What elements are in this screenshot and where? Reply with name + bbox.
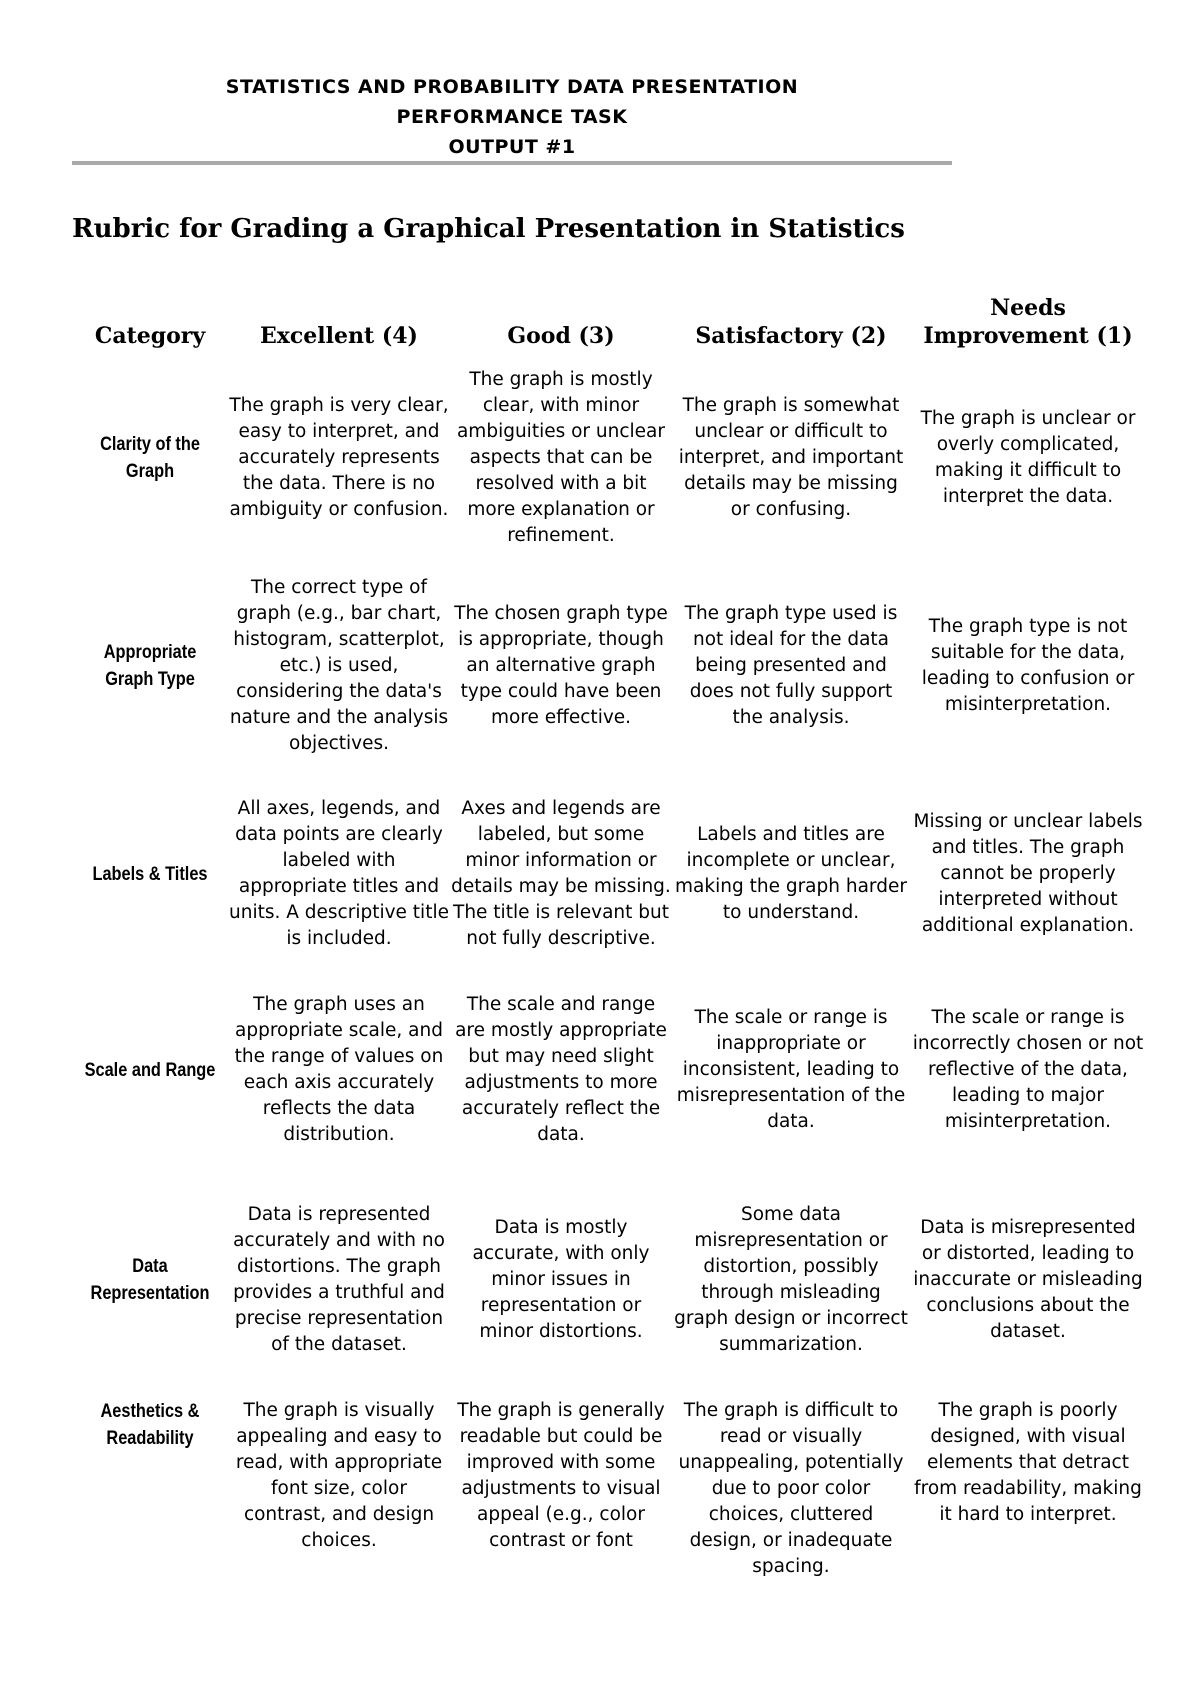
cell-satisfactory: The scale or range is inappropriate or inconsistent, leading to misrepresentation of the data. bbox=[676, 1007, 906, 1132]
column-header-good: Good (3) bbox=[507, 323, 615, 349]
column-header-excellent: Excellent (4) bbox=[260, 323, 418, 349]
cell-good: The graph is mostly clear, with minor ambiguities or unclear aspects that can be resolved with a bit more explanation or refinement. bbox=[456, 369, 666, 546]
cell-excellent: The graph uses an appropriate scale, and the range of values on each axis accurately reflects the data distribution. bbox=[234, 994, 444, 1145]
cell-good: Axes and legends are labeled, but some minor information or details may be missing. The title is relevant but not fully descriptive. bbox=[451, 798, 671, 949]
column-header-satisfactory: Satisfactory (2) bbox=[695, 323, 887, 349]
rubric-table bbox=[72, 272, 1146, 1588]
header-line-3: OUTPUT #1 bbox=[448, 136, 576, 158]
header-line-2: PERFORMANCE TASK bbox=[396, 106, 628, 128]
table-row bbox=[72, 1398, 1146, 1588]
cell-good: Data is mostly accurate, with only minor issues in representation or minor distortions. bbox=[472, 1217, 650, 1342]
cell-needs-improvement: The graph is unclear or overly complicated, making it difficult to interpret the data. bbox=[920, 408, 1136, 507]
table-row bbox=[72, 562, 1146, 770]
cell-excellent: Data is represented accurately and with no distortions. The graph provides a truthful and precise representation of the dataset. bbox=[233, 1204, 445, 1355]
cell-excellent: The correct type of graph (e.g., bar chart, histogram, scatterplot, etc.) is used, considering the data's nature and the analysis objectives. bbox=[229, 577, 449, 754]
cell-good: The chosen graph type is appropriate, though an alternative graph type could have been more effective. bbox=[454, 603, 668, 728]
cell-excellent: All axes, legends, and data points are clearly labeled with appropriate titles and units. A descriptive title is included. bbox=[229, 798, 449, 949]
cell-good: The graph is generally readable but could be improved with some adjustments to visual appeal (e.g., color contrast or font bbox=[457, 1400, 665, 1551]
cell-needs-improvement: The graph is poorly designed, with visual elements that detract from readability, making it hard to interpret. bbox=[914, 1400, 1142, 1525]
cell-satisfactory: The graph is difficult to read or visually unappealing, potentially due to poor color choices, cluttered design, or inadequate spacing. bbox=[678, 1400, 904, 1577]
table-row bbox=[72, 1162, 1146, 1398]
cell-satisfactory: Labels and titles are incomplete or unclear, making the graph harder to understand. bbox=[675, 824, 907, 923]
cell-satisfactory: Some data misrepresentation or distortion, possibly through misleading graph design or incorrect summarization. bbox=[674, 1204, 908, 1355]
cell-needs-improvement: The scale or range is incorrectly chosen or not reflective of the data, leading to major misinterpretation. bbox=[912, 1007, 1144, 1132]
cell-needs-improvement: The graph type is not suitable for the data, leading to confusion or misinterpretation. bbox=[921, 616, 1135, 715]
table-header-row bbox=[72, 272, 1146, 354]
rubric-title: Rubric for Grading a Graphical Presentation in Statistics bbox=[72, 214, 905, 244]
column-header-category: Category bbox=[94, 323, 206, 349]
row-category: Appropriate Graph Type bbox=[103, 642, 197, 690]
table-row bbox=[72, 978, 1146, 1162]
row-category: Labels & Titles bbox=[92, 863, 208, 885]
cell-satisfactory: The graph type used is not ideal for the data being presented and does not fully support the analysis. bbox=[684, 603, 898, 728]
row-category: Clarity of the Graph bbox=[100, 434, 200, 482]
cell-satisfactory: The graph is somewhat unclear or difficult to interpret, and important details may be missing or confusing. bbox=[678, 395, 904, 520]
document-header bbox=[72, 72, 952, 162]
cell-good: The scale and range are mostly appropriate but may need slight adjustments to more accurately reflect the data. bbox=[455, 994, 667, 1145]
cell-excellent: The graph is very clear, easy to interpret, and accurately represents the data. There is no ambiguity or confusion. bbox=[229, 395, 449, 520]
cell-excellent: The graph is visually appealing and easy to read, with appropriate font size, color contrast, and design choices. bbox=[235, 1400, 443, 1551]
cell-needs-improvement: Missing or unclear labels and titles. The graph cannot be properly interpreted without additional explanation. bbox=[913, 811, 1143, 936]
table-row bbox=[72, 354, 1146, 562]
row-category: Scale and Range bbox=[84, 1059, 216, 1081]
header-divider bbox=[72, 161, 952, 165]
column-header-needs-improvement: Needs Improvement (1) bbox=[923, 295, 1133, 349]
row-category: Data Representation bbox=[90, 1256, 210, 1304]
cell-needs-improvement: Data is misrepresented or distorted, leading to inaccurate or misleading conclusions about the dataset. bbox=[913, 1217, 1143, 1342]
row-category: Aesthetics & Readability bbox=[100, 1401, 200, 1449]
header-line-1: STATISTICS AND PROBABILITY DATA PRESENTATION bbox=[225, 76, 799, 98]
table-row bbox=[72, 770, 1146, 978]
